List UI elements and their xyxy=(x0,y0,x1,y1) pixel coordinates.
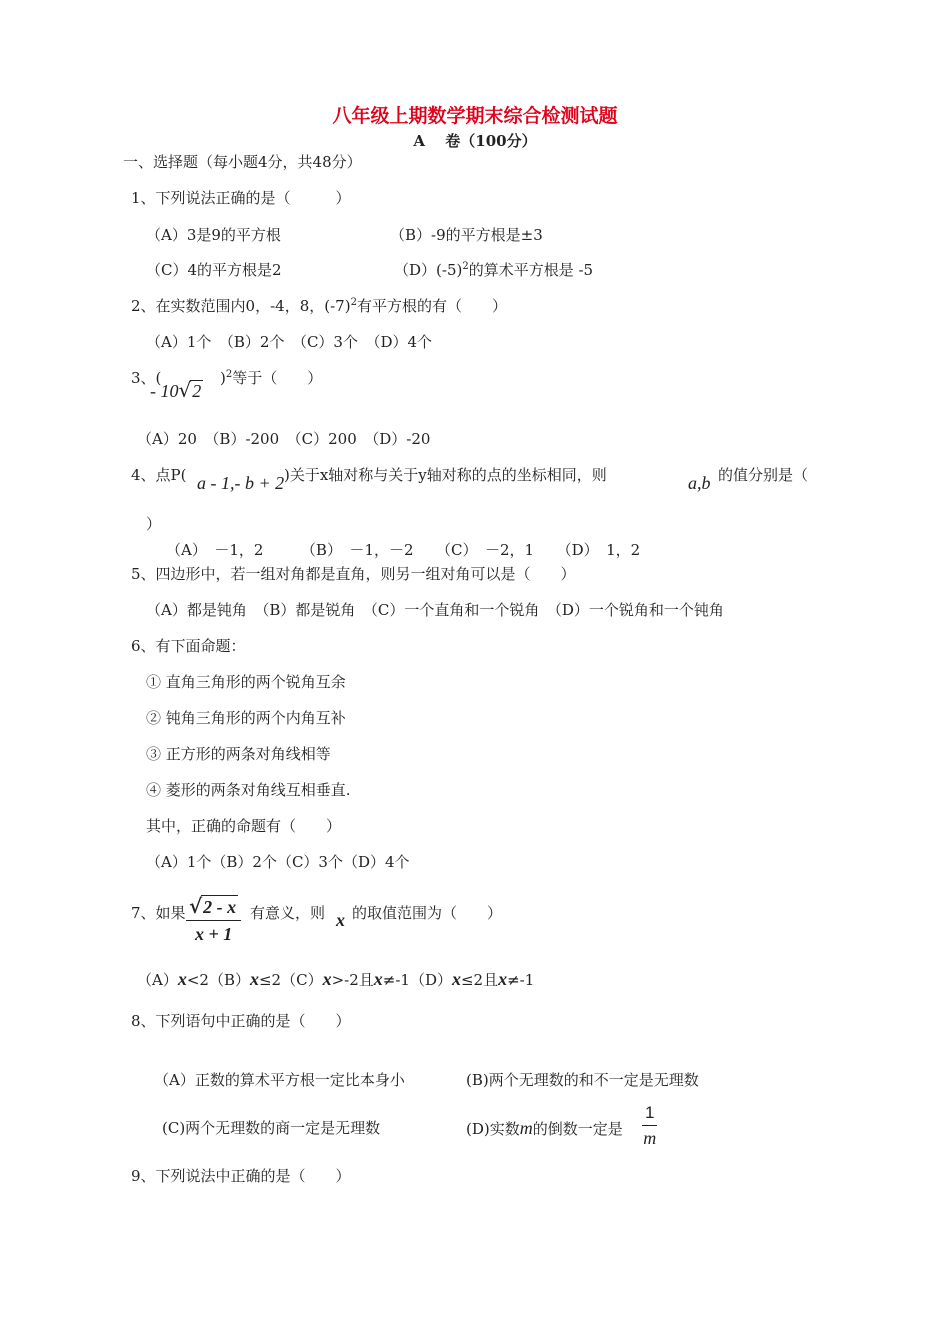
q5-options: （A）都是钝角 （B）都是锐角 （C）一个直角和一个锐角 （D）一个锐角和一个钝角 xyxy=(146,601,724,619)
q5-stem: 5、四边形中，若一组对角都是直角，则另一组对角可以是（ ） xyxy=(131,565,576,583)
q3-options: （A）20 （B）-200 （C）200 （D）-20 xyxy=(137,430,431,448)
q7-fraction: $\frac{√2 - x}{x + 1}$ xyxy=(186,895,241,945)
q3-expression: - 10√2 xyxy=(150,378,202,402)
q4-options: （A） －1，2 （B） －1，－2 （C） －2，1 （D） 1，2 xyxy=(166,541,641,559)
q4-stem-post: 的值分别是（ xyxy=(718,466,809,484)
q4-stem-mid: )关于x轴对称与关于y轴对称的点的坐标相同，则 xyxy=(284,466,607,484)
q3-stem-close: )$^2$等于（ ） xyxy=(220,369,323,387)
q1-option-a: （A）3是9的平方根 xyxy=(146,226,281,244)
q4-stem-wrap: ） xyxy=(146,515,162,533)
q8-option-d-fraction: $\frac{1}{m}$ xyxy=(643,1103,657,1148)
q7-stem-pre: 7、如果 xyxy=(131,904,186,922)
q8-option-b: (B)两个无理数的和不一定是无理数 xyxy=(466,1071,699,1089)
q6-item-3: ③ 正方形的两条对角线相等 xyxy=(146,745,331,763)
q2-options: （A）1个 （B）2个 （C）3个 （D）4个 xyxy=(146,333,433,351)
q7-options: （A）x<2（B）x≤2（C）x>-2且x≠-1（D）x≤2且x≠-1 xyxy=(137,969,535,989)
page-subtitle: A 卷（100分） xyxy=(413,132,537,150)
q8-option-d: (D)实数m的倒数一定是 xyxy=(466,1118,623,1138)
q8-stem: 8、下列语句中正确的是（ ） xyxy=(131,1012,351,1030)
q6-ask: 其中，正确的命题有（ ） xyxy=(146,817,342,835)
q7-stem-mid: 有意义，则 xyxy=(250,904,326,922)
q1-stem: 1、下列说法正确的是（ ） xyxy=(131,189,351,207)
section-heading: 一、选择题（每小题4分，共48分） xyxy=(123,153,362,171)
q6-stem: 6、有下面命题： xyxy=(131,637,246,655)
q9-stem: 9、下列说法中正确的是（ ） xyxy=(131,1167,351,1185)
q6-item-1: ① 直角三角形的两个锐角互余 xyxy=(146,673,346,691)
q3-stem-open: 3、( xyxy=(131,369,162,387)
q8-option-a: （A）正数的算术平方根一定比本身小 xyxy=(154,1071,405,1089)
q6-item-2: ② 钝角三角形的两个内角互补 xyxy=(146,709,346,727)
q7-variable: x xyxy=(336,910,345,930)
q7-stem-post: 的取值范围为（ ） xyxy=(352,904,503,922)
q8-option-c: (C)两个无理数的商一定是无理数 xyxy=(162,1119,381,1137)
q1-option-b: （B）-9的平方根是±3 xyxy=(390,226,543,244)
q1-option-c: （C）4的平方根是2 xyxy=(146,261,282,279)
q4-variables: a,b xyxy=(688,473,711,493)
q1-option-d: $(D)(-5)^2$的算术平方根是 -5 xyxy=(394,261,594,279)
page-title: 八年级上期数学期末综合检测试题 xyxy=(332,105,618,127)
q2-stem: 2、在实数范围内0，-4，8，$(-7)^2$有平方根的有（ ） xyxy=(131,297,507,315)
q4-point-expression: a - 1,- b + 2 xyxy=(197,473,285,493)
q6-options: （A）1个（B）2个（C）3个（D）4个 xyxy=(146,853,410,871)
q4-stem-pre: 4、点P( xyxy=(131,466,187,484)
q6-item-4: ④ 菱形的两条对角线互相垂直. xyxy=(146,781,351,799)
